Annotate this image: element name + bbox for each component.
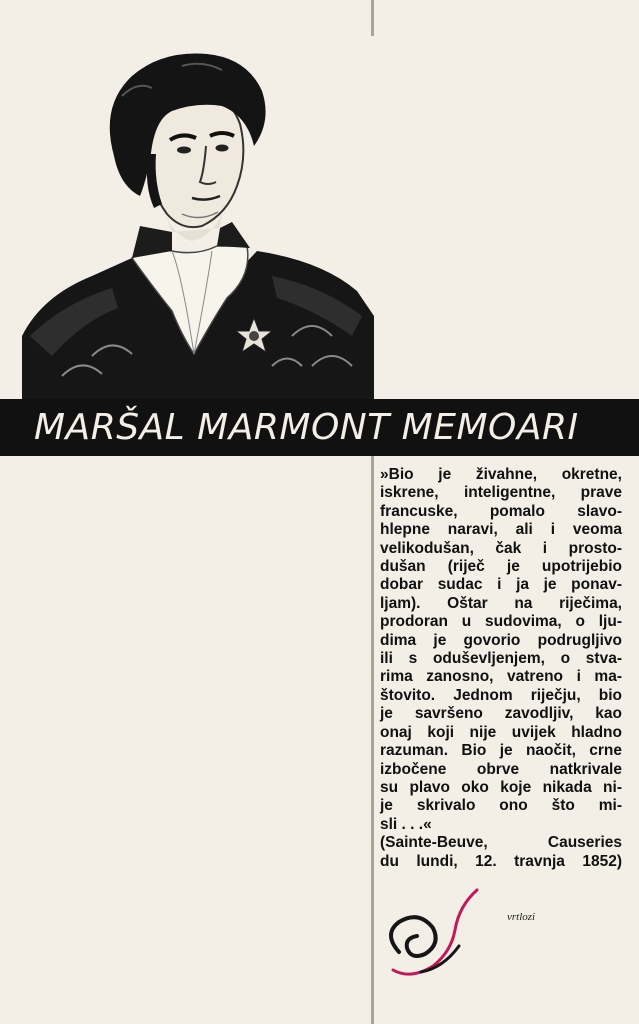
- quote-line: »Bio je živahne, okretne,: [380, 466, 622, 483]
- quote-line: dobar sudac i ja je ponav-: [380, 576, 622, 594]
- quote-line: ili s oduševljenjem, o stva-: [380, 650, 622, 668]
- source-line: du lundi, 12. travnja 1852): [380, 852, 622, 870]
- quote-line: razuman. Bio je naočit, crne: [380, 742, 622, 760]
- quote-line: francuske, pomalo slavo-: [380, 502, 622, 520]
- quote-line: sli . . .«: [380, 815, 432, 833]
- portrait-engraving-icon: [22, 36, 374, 400]
- quote-line: dušan (riječ je upotrijebio: [380, 558, 622, 576]
- quote-line: je skrivalo ono što mi-: [380, 797, 622, 815]
- quote-line: rima zanosno, vatreno i ma-: [380, 668, 622, 686]
- source-line: (Sainte-Beuve, Causeries: [380, 834, 622, 852]
- quote-line: ljam). Oštar na riječima,: [380, 594, 622, 612]
- quote-line: su plavo oko koje nikada ni-: [380, 778, 622, 796]
- quote-line: dima je govorio podrugljivo: [380, 631, 622, 649]
- quote-line: izbočene obrve natkrivale: [380, 760, 622, 778]
- quote-line: štovito. Jednom riječju, bio: [380, 686, 622, 704]
- book-title: MARŠAL MARMONT MEMOARI: [34, 407, 579, 448]
- quote-line: onaj koji nije uvijek hladno: [380, 723, 622, 741]
- quote-line: iskrene, inteligentne, prave: [380, 484, 622, 502]
- quote-source: [380, 834, 622, 871]
- publisher-name: vrtlozi: [507, 911, 536, 923]
- back-cover-quote: [380, 466, 622, 871]
- quote-line: je savršeno zavodljiv, kao: [380, 705, 622, 723]
- quote-line: prodoran u sudovima, o lju-: [380, 613, 622, 631]
- vrtlozi-logo-icon: [381, 882, 501, 982]
- quote-line: velikodušan, čak i prosto-: [380, 539, 622, 557]
- quote-line: hlepne naravi, ali i veoma: [380, 521, 622, 539]
